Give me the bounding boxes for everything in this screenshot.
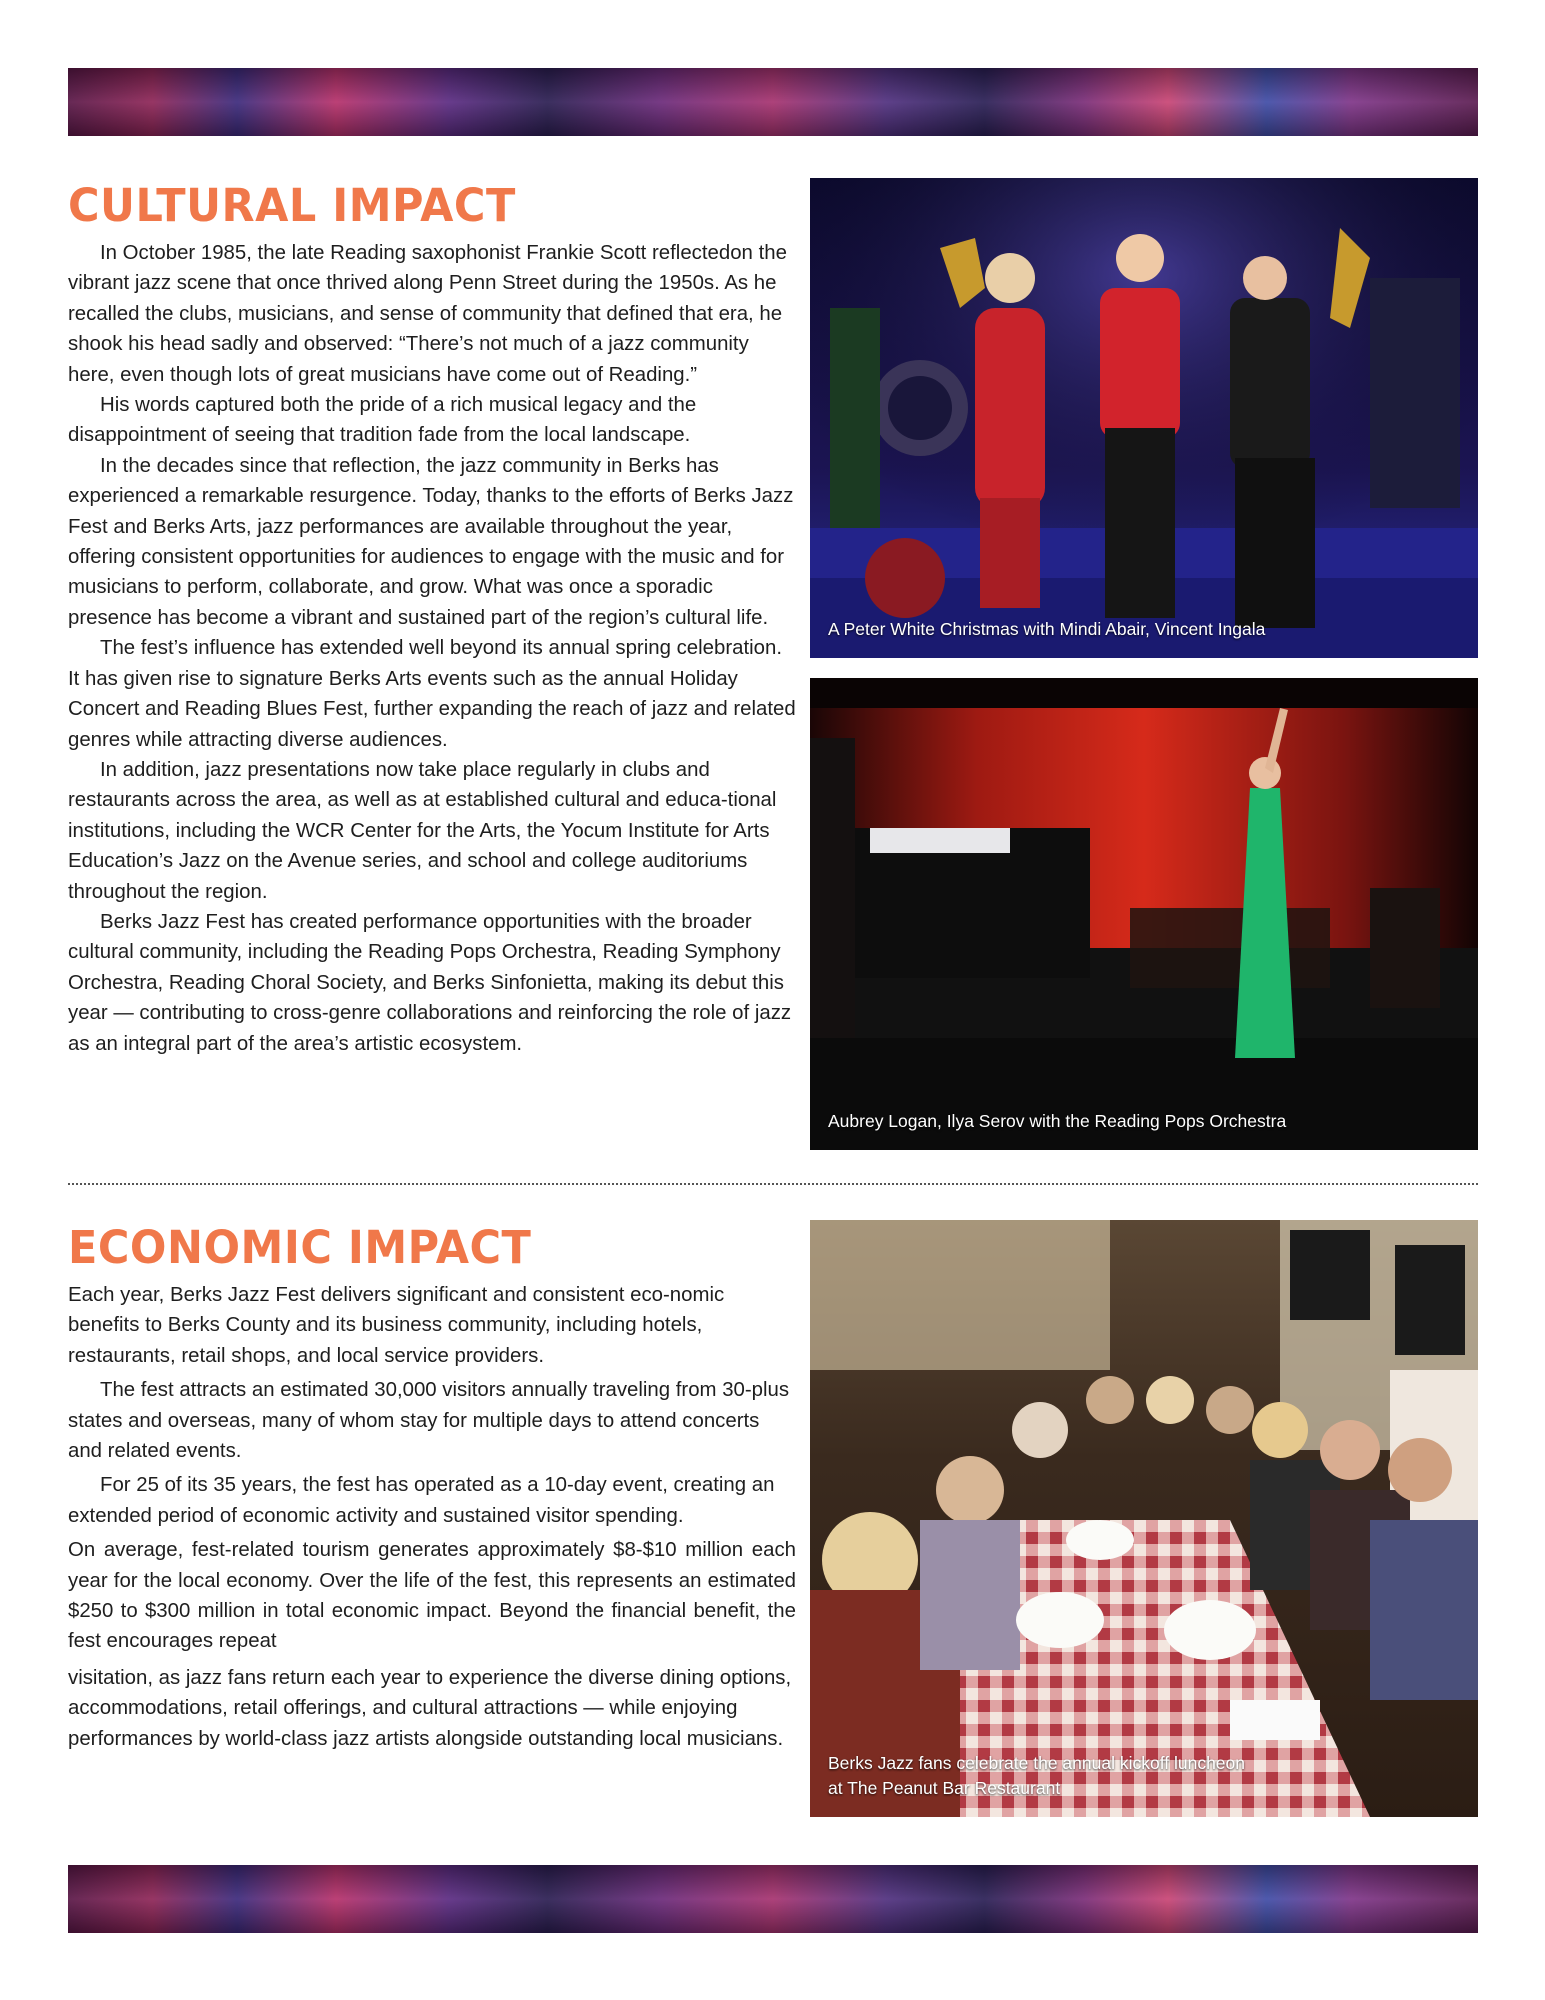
cultural-impact-heading: CULTURAL IMPACT [68, 180, 516, 233]
photo-kickoff-luncheon [810, 1220, 1478, 1817]
photo-3-caption-line-1: Berks Jazz fans celebrate the annual kickoff luncheon [828, 1753, 1246, 1773]
luncheon-image [810, 1220, 1478, 1817]
cultural-paragraph-5: In addition, jazz presentations now take place regularly in clubs and restaurants across the area, as well as at established cultural and educa-tional institutions, including the WCR Center for the Arts, the Yocum Institute for Arts Education’s Jazz on the Avenue series, and school and college auditoriums throughout the region. [68, 758, 777, 903]
economic-paragraph-1: Each year, Berks Jazz Fest delivers significant and consistent eco-nomic benefits to Berks County and its business community, including hotels, restaurants, retail shops, and local service providers. [68, 1284, 725, 1367]
decorative-bottom-band [68, 1865, 1478, 1933]
economic-impact-heading: ECONOMIC IMPACT [68, 1222, 532, 1275]
economic-paragraph-5: visitation, as jazz fans return each year to experience the diverse dining options, accommodations, retail offerings, and cultural attractions — while enjoying performances by world-class jazz artists alongside outstanding local musicians. [68, 1666, 792, 1750]
photo-reading-pops-orchestra [810, 678, 1478, 1150]
decorative-top-band [68, 68, 1478, 136]
cultural-paragraph-6: Berks Jazz Fest has created performance opportunities with the broader cultural community, including the Reading Pops Orchestra, Reading Symphony Orchestra, Reading Choral Society, and Berks Sinfonietta, making its debut this year — contributing to cross-genre collaborations and reinforcing the role of jazz as an integral part of the area’s artistic ecosystem. [68, 910, 792, 1055]
economic-paragraph-3: For 25 of its 35 years, the fest has operated as a 10-day event, creating an extended period of economic activity and sustained visitor spending. [68, 1474, 775, 1527]
cultural-paragraph-2: His words captured both the pride of a rich musical legacy and the disappointment of seeing that tradition fade from the local landscape. [68, 394, 697, 447]
photo-1-caption: A Peter White Christmas with Mindi Abair, Vincent Ingala [828, 619, 1266, 639]
orchestra-stage-image [810, 678, 1478, 1150]
cultural-paragraph-3: In the decades since that reflection, the jazz community in Berks has experienced a remarkable resurgence. Today, thanks to the efforts of Berks Jazz Fest and Berks Arts, jazz performances are available throughout the year, offering consistent opportunities for audiences to engage with the music and for musicians to perform, collaborate, and grow. What was once a sporadic presence has become a vibrant and sustained part of the region’s cultural life. [68, 454, 794, 629]
photo-2-caption: Aubrey Logan, Ilya Serov with the Reading Pops Orchestra [828, 1111, 1287, 1131]
economic-paragraph-2: The fest attracts an estimated 30,000 visitors annually traveling from 30-plus states and overseas, many of whom stay for multiple days to attend concerts and related events. [68, 1379, 790, 1463]
concert-stage-image [810, 178, 1478, 658]
photo-christmas-concert [810, 178, 1478, 658]
cultural-paragraph-1: In October 1985, the late Reading saxophonist Frankie Scott reflectedon the vibrant jazz scene that once thrived along Penn Street during the 1950s. As he recalled the clubs, musicians, and sense of community that defined that era, he shook his head sadly and observed: “There’s not much of a jazz community here, even though lots of great musicians have come out of Reading.” [68, 242, 787, 386]
photo-3-caption [828, 1751, 1245, 1801]
cultural-impact-text [68, 238, 796, 1059]
photo-3-caption-line-2: at The Peanut Bar Restaurant [828, 1778, 1061, 1798]
section-divider [68, 1183, 1478, 1185]
economic-paragraph-4: On average, fest-related tourism generates approximately $8-$10 million each year for the local economy. Over the life of the fest, this represents an estimated $250 to $300 million in total economic impact. Beyond the financial benefit, the fest encourages repeat [68, 1539, 796, 1653]
cultural-paragraph-4: The fest’s influence has extended well beyond its annual spring celebration. It has given rise to signature Berks Arts events such as the annual Holiday Concert and Reading Blues Fest, further expanding the reach of jazz and related genres while attracting diverse audiences. [68, 637, 796, 751]
economic-impact-text [68, 1280, 796, 1754]
